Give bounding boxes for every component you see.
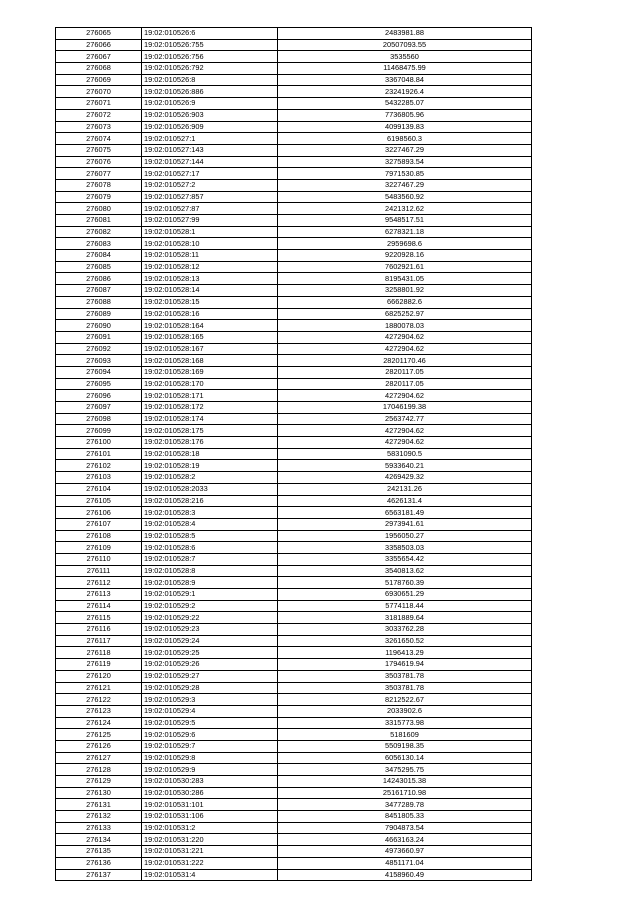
cadastral-value-cell: 20507093.55 [278,39,532,51]
cadastral-number-cell: 19:02:010529:7 [142,740,278,752]
row-number-cell: 276066 [56,39,142,51]
cadastral-number-cell: 19:02:010527:99 [142,215,278,227]
cadastral-number-cell: 19:02:010529:22 [142,612,278,624]
cadastral-number-cell: 19:02:010531:222 [142,857,278,869]
row-number-cell: 276135 [56,846,142,858]
row-number-cell: 276078 [56,179,142,191]
cadastral-number-cell: 19:02:010526:756 [142,51,278,63]
row-number-cell: 276091 [56,331,142,343]
cadastral-number-cell: 19:02:010528:7 [142,553,278,565]
table-body [56,28,532,881]
table-row [56,98,532,110]
row-number-cell: 276111 [56,565,142,577]
row-number-cell: 276130 [56,787,142,799]
row-number-cell: 276070 [56,86,142,98]
cadastral-value-cell: 25161710.98 [278,787,532,799]
row-number-cell: 276071 [56,98,142,110]
cadastral-value-cell: 4973660.97 [278,846,532,858]
table-row [56,705,532,717]
row-number-cell: 276080 [56,203,142,215]
cadastral-number-cell: 19:02:010528:10 [142,238,278,250]
cadastral-number-cell: 19:02:010528:168 [142,355,278,367]
cadastral-number-cell: 19:02:010527:144 [142,156,278,168]
table-row [56,472,532,484]
table-row [56,600,532,612]
cadastral-number-cell: 19:02:010528:19 [142,460,278,472]
cadastral-value-cell: 2563742.77 [278,413,532,425]
row-number-cell: 276068 [56,63,142,75]
cadastral-value-cell: 23241926.4 [278,86,532,98]
cadastral-number-cell: 19:02:010529:2 [142,600,278,612]
cadastral-value-cell: 11468475.99 [278,63,532,75]
cadastral-value-cell: 8451805.33 [278,811,532,823]
cadastral-value-cell: 4158960.49 [278,869,532,881]
cadastral-value-table-page [55,27,531,881]
cadastral-value-cell: 5483560.92 [278,191,532,203]
table-row [56,63,532,75]
row-number-cell: 276109 [56,542,142,554]
row-number-cell: 276093 [56,355,142,367]
cadastral-value-cell: 9220928.16 [278,250,532,262]
cadastral-value-cell: 2973941.61 [278,518,532,530]
cadastral-value-cell: 3477289.78 [278,799,532,811]
cadastral-value-cell: 2959698.6 [278,238,532,250]
table-row [56,390,532,402]
cadastral-number-cell: 19:02:010528:4 [142,518,278,530]
cadastral-value-cell: 2820117.05 [278,366,532,378]
table-row [56,740,532,752]
table-row [56,308,532,320]
row-number-cell: 276125 [56,729,142,741]
row-number-cell: 276127 [56,752,142,764]
row-number-cell: 276133 [56,822,142,834]
row-number-cell: 276104 [56,483,142,495]
table-row [56,413,532,425]
cadastral-number-cell: 19:02:010528:16 [142,308,278,320]
table-row [56,635,532,647]
cadastral-number-cell: 19:02:010531:2 [142,822,278,834]
row-number-cell: 276075 [56,144,142,156]
table-row [56,577,532,589]
cadastral-value-cell: 2033902.6 [278,705,532,717]
table-row [56,39,532,51]
cadastral-number-cell: 19:02:010528:1 [142,226,278,238]
cadastral-number-cell: 19:02:010528:170 [142,378,278,390]
cadastral-value-table [55,27,532,881]
table-row [56,799,532,811]
row-number-cell: 276134 [56,834,142,846]
row-number-cell: 276098 [56,413,142,425]
row-number-cell: 276103 [56,472,142,484]
row-number-cell: 276122 [56,694,142,706]
row-number-cell: 276120 [56,670,142,682]
row-number-cell: 276085 [56,261,142,273]
table-row [56,717,532,729]
row-number-cell: 276126 [56,740,142,752]
cadastral-value-cell: 7736805.96 [278,109,532,121]
row-number-cell: 276115 [56,612,142,624]
table-row [56,320,532,332]
cadastral-value-cell: 5831090.5 [278,448,532,460]
cadastral-number-cell: 19:02:010529:26 [142,659,278,671]
table-row [56,822,532,834]
cadastral-value-cell: 7904873.54 [278,822,532,834]
table-row [56,752,532,764]
cadastral-value-cell: 5181609 [278,729,532,741]
cadastral-value-cell: 3475295.75 [278,764,532,776]
cadastral-value-cell: 3355654.42 [278,553,532,565]
cadastral-number-cell: 19:02:010528:18 [142,448,278,460]
table-row [56,226,532,238]
cadastral-value-cell: 5933640.21 [278,460,532,472]
table-row [56,764,532,776]
cadastral-value-cell: 6278321.18 [278,226,532,238]
row-number-cell: 276101 [56,448,142,460]
cadastral-value-cell: 3275893.54 [278,156,532,168]
cadastral-value-cell: 8212522.67 [278,694,532,706]
table-row [56,168,532,180]
cadastral-value-cell: 3227467.29 [278,179,532,191]
table-row [56,857,532,869]
row-number-cell: 276072 [56,109,142,121]
table-row [56,507,532,519]
cadastral-number-cell: 19:02:010527:1 [142,133,278,145]
row-number-cell: 276107 [56,518,142,530]
table-row [56,811,532,823]
table-row [56,366,532,378]
cadastral-value-cell: 4272904.62 [278,343,532,355]
cadastral-number-cell: 19:02:010526:9 [142,98,278,110]
row-number-cell: 276073 [56,121,142,133]
cadastral-number-cell: 19:02:010529:6 [142,729,278,741]
table-row [56,612,532,624]
row-number-cell: 276081 [56,215,142,227]
table-row [56,355,532,367]
cadastral-number-cell: 19:02:010528:14 [142,285,278,297]
row-number-cell: 276113 [56,589,142,601]
row-number-cell: 276131 [56,799,142,811]
cadastral-value-cell: 6198560.3 [278,133,532,145]
cadastral-number-cell: 19:02:010529:24 [142,635,278,647]
row-number-cell: 276106 [56,507,142,519]
row-number-cell: 276065 [56,28,142,40]
cadastral-value-cell: 5774118.44 [278,600,532,612]
cadastral-value-cell: 3540813.62 [278,565,532,577]
cadastral-number-cell: 19:02:010529:3 [142,694,278,706]
table-row [56,518,532,530]
table-row [56,285,532,297]
cadastral-value-cell: 3033762.28 [278,624,532,636]
table-row [56,553,532,565]
cadastral-number-cell: 19:02:010531:101 [142,799,278,811]
row-number-cell: 276100 [56,437,142,449]
cadastral-number-cell: 19:02:010526:909 [142,121,278,133]
table-row [56,144,532,156]
cadastral-number-cell: 19:02:010530:286 [142,787,278,799]
table-row [56,846,532,858]
row-number-cell: 276096 [56,390,142,402]
table-row [56,261,532,273]
table-row [56,28,532,40]
table-row [56,869,532,881]
row-number-cell: 276114 [56,600,142,612]
cadastral-number-cell: 19:02:010529:28 [142,682,278,694]
cadastral-value-cell: 4272904.62 [278,425,532,437]
row-number-cell: 276102 [56,460,142,472]
cadastral-number-cell: 19:02:010527:857 [142,191,278,203]
cadastral-number-cell: 19:02:010531:106 [142,811,278,823]
row-number-cell: 276079 [56,191,142,203]
row-number-cell: 276082 [56,226,142,238]
cadastral-number-cell: 19:02:010528:174 [142,413,278,425]
cadastral-value-cell: 1794619.94 [278,659,532,671]
row-number-cell: 276067 [56,51,142,63]
cadastral-value-cell: 3503781.78 [278,670,532,682]
row-number-cell: 276112 [56,577,142,589]
cadastral-value-cell: 1880078.03 [278,320,532,332]
cadastral-value-cell: 1196413.29 [278,647,532,659]
cadastral-number-cell: 19:02:010527:17 [142,168,278,180]
table-row [56,460,532,472]
table-row [56,565,532,577]
row-number-cell: 276123 [56,705,142,717]
cadastral-number-cell: 19:02:010528:12 [142,261,278,273]
cadastral-value-cell: 2483981.88 [278,28,532,40]
row-number-cell: 276110 [56,553,142,565]
table-row [56,624,532,636]
cadastral-value-cell: 5432285.07 [278,98,532,110]
table-row [56,659,532,671]
cadastral-number-cell: 19:02:010528:169 [142,366,278,378]
cadastral-number-cell: 19:02:010528:172 [142,402,278,414]
cadastral-number-cell: 19:02:010528:13 [142,273,278,285]
row-number-cell: 276089 [56,308,142,320]
row-number-cell: 276087 [56,285,142,297]
row-number-cell: 276083 [56,238,142,250]
cadastral-number-cell: 19:02:010531:220 [142,834,278,846]
cadastral-number-cell: 19:02:010529:8 [142,752,278,764]
row-number-cell: 276092 [56,343,142,355]
cadastral-number-cell: 19:02:010528:175 [142,425,278,437]
cadastral-value-cell: 28201170.46 [278,355,532,367]
cadastral-number-cell: 19:02:010529:27 [142,670,278,682]
cadastral-number-cell: 19:02:010528:2033 [142,483,278,495]
cadastral-number-cell: 19:02:010531:221 [142,846,278,858]
cadastral-value-cell: 6825252.97 [278,308,532,320]
row-number-cell: 276137 [56,869,142,881]
table-row [56,191,532,203]
table-row [56,215,532,227]
table-row [56,483,532,495]
cadastral-number-cell: 19:02:010528:9 [142,577,278,589]
cadastral-value-cell: 17046199.38 [278,402,532,414]
cadastral-value-cell: 3227467.29 [278,144,532,156]
table-row [56,647,532,659]
cadastral-value-cell: 3258801.92 [278,285,532,297]
table-row [56,694,532,706]
cadastral-number-cell: 19:02:010529:1 [142,589,278,601]
row-number-cell: 276132 [56,811,142,823]
table-row [56,133,532,145]
table-row [56,787,532,799]
cadastral-number-cell: 19:02:010528:165 [142,331,278,343]
table-row [56,589,532,601]
cadastral-value-cell: 2421312.62 [278,203,532,215]
table-row [56,51,532,63]
cadastral-number-cell: 19:02:010529:23 [142,624,278,636]
cadastral-value-cell: 8195431.05 [278,273,532,285]
cadastral-value-cell: 3367048.84 [278,74,532,86]
cadastral-number-cell: 19:02:010526:6 [142,28,278,40]
table-row [56,179,532,191]
cadastral-value-cell: 4099139.83 [278,121,532,133]
cadastral-value-cell: 242131.26 [278,483,532,495]
table-row [56,402,532,414]
table-row [56,74,532,86]
row-number-cell: 276074 [56,133,142,145]
table-row [56,296,532,308]
cadastral-value-cell: 14243015.38 [278,776,532,788]
row-number-cell: 276129 [56,776,142,788]
cadastral-number-cell: 19:02:010527:2 [142,179,278,191]
cadastral-value-cell: 1956050.27 [278,530,532,542]
row-number-cell: 276116 [56,624,142,636]
row-number-cell: 276069 [56,74,142,86]
row-number-cell: 276128 [56,764,142,776]
cadastral-value-cell: 4272904.62 [278,390,532,402]
row-number-cell: 276124 [56,717,142,729]
cadastral-number-cell: 19:02:010528:6 [142,542,278,554]
table-row [56,495,532,507]
table-row [56,273,532,285]
cadastral-number-cell: 19:02:010531:4 [142,869,278,881]
cadastral-number-cell: 19:02:010528:5 [142,530,278,542]
cadastral-number-cell: 19:02:010526:903 [142,109,278,121]
row-number-cell: 276095 [56,378,142,390]
cadastral-value-cell: 5178760.39 [278,577,532,589]
cadastral-number-cell: 19:02:010529:25 [142,647,278,659]
cadastral-value-cell: 6662882.6 [278,296,532,308]
cadastral-value-cell: 9548517.51 [278,215,532,227]
cadastral-value-cell: 3503781.78 [278,682,532,694]
table-row [56,776,532,788]
cadastral-number-cell: 19:02:010526:8 [142,74,278,86]
cadastral-value-cell: 2820117.05 [278,378,532,390]
cadastral-number-cell: 19:02:010528:167 [142,343,278,355]
cadastral-value-cell: 3181889.64 [278,612,532,624]
table-row [56,542,532,554]
table-row [56,238,532,250]
cadastral-number-cell: 19:02:010528:216 [142,495,278,507]
table-row [56,378,532,390]
cadastral-number-cell: 19:02:010530:283 [142,776,278,788]
table-row [56,437,532,449]
row-number-cell: 276136 [56,857,142,869]
row-number-cell: 276117 [56,635,142,647]
row-number-cell: 276086 [56,273,142,285]
table-row [56,86,532,98]
cadastral-value-cell: 3261650.52 [278,635,532,647]
cadastral-number-cell: 19:02:010527:87 [142,203,278,215]
row-number-cell: 276105 [56,495,142,507]
row-number-cell: 276118 [56,647,142,659]
cadastral-number-cell: 19:02:010529:4 [142,705,278,717]
row-number-cell: 276099 [56,425,142,437]
table-row [56,729,532,741]
table-row [56,109,532,121]
row-number-cell: 276077 [56,168,142,180]
table-row [56,203,532,215]
table-row [56,121,532,133]
cadastral-value-cell: 4626131.4 [278,495,532,507]
cadastral-value-cell: 4269429.32 [278,472,532,484]
cadastral-value-cell: 7602921.61 [278,261,532,273]
cadastral-number-cell: 19:02:010529:9 [142,764,278,776]
row-number-cell: 276097 [56,402,142,414]
cadastral-value-cell: 7971530.85 [278,168,532,180]
table-row [56,343,532,355]
cadastral-number-cell: 19:02:010526:886 [142,86,278,98]
row-number-cell: 276108 [56,530,142,542]
cadastral-number-cell: 19:02:010528:164 [142,320,278,332]
cadastral-number-cell: 19:02:010526:792 [142,63,278,75]
table-row [56,250,532,262]
table-row [56,425,532,437]
table-row [56,670,532,682]
row-number-cell: 276090 [56,320,142,332]
cadastral-number-cell: 19:02:010528:171 [142,390,278,402]
cadastral-number-cell: 19:02:010528:11 [142,250,278,262]
table-row [56,448,532,460]
row-number-cell: 276121 [56,682,142,694]
cadastral-value-cell: 6056130.14 [278,752,532,764]
cadastral-number-cell: 19:02:010528:8 [142,565,278,577]
cadastral-value-cell: 4663163.24 [278,834,532,846]
cadastral-value-cell: 3535560 [278,51,532,63]
table-row [56,834,532,846]
cadastral-value-cell: 5509198.35 [278,740,532,752]
table-row [56,682,532,694]
cadastral-number-cell: 19:02:010528:15 [142,296,278,308]
cadastral-number-cell: 19:02:010527:143 [142,144,278,156]
cadastral-value-cell: 4272904.62 [278,437,532,449]
row-number-cell: 276084 [56,250,142,262]
cadastral-value-cell: 3358503.03 [278,542,532,554]
cadastral-number-cell: 19:02:010528:3 [142,507,278,519]
table-row [56,530,532,542]
row-number-cell: 276076 [56,156,142,168]
cadastral-value-cell: 4851171.04 [278,857,532,869]
cadastral-value-cell: 6563181.49 [278,507,532,519]
table-row [56,156,532,168]
cadastral-value-cell: 6930651.29 [278,589,532,601]
row-number-cell: 276119 [56,659,142,671]
cadastral-number-cell: 19:02:010526:755 [142,39,278,51]
cadastral-number-cell: 19:02:010528:176 [142,437,278,449]
cadastral-value-cell: 4272904.62 [278,331,532,343]
table-row [56,331,532,343]
row-number-cell: 276088 [56,296,142,308]
cadastral-number-cell: 19:02:010529:5 [142,717,278,729]
row-number-cell: 276094 [56,366,142,378]
cadastral-number-cell: 19:02:010528:2 [142,472,278,484]
cadastral-value-cell: 3315773.98 [278,717,532,729]
